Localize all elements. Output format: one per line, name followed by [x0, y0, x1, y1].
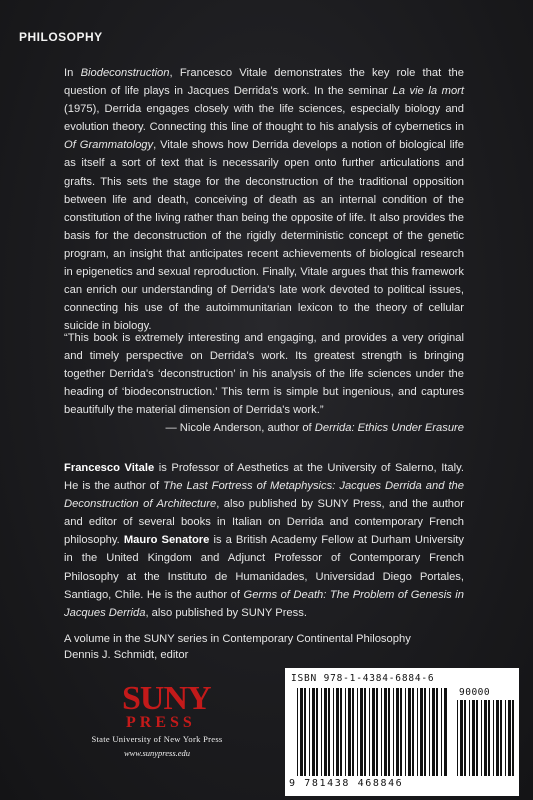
barcode-bar: [369, 688, 370, 776]
desc-part-d: , Vitale shows how Derrida develops a notion of biological life as itself a sort of text that is necessarily open onto further articulations and grafts. This sets the stage for the deconstruction of the traditional opposition between life and death, conceiving of death as an internal condition of the constitution of the living rather than being the opposite of life. It also provides the basis for the deconstruction of the rigidly deterministic concept of the genetic program, an insight that anticipates recent achievements of biological research in epigenetics and sexual reproduction. Finally, Vitale argues that this framework can enrich our understanding of Derrida's late work devoted to political issues, connecting his use of the autoimmunitarian lexicon to the theory of cellular suicide in biology.: [64, 139, 464, 333]
barcode-bar: [496, 700, 499, 776]
barcode-bar: [393, 688, 394, 776]
barcode-bar: [309, 688, 310, 776]
barcode-bar: [417, 688, 418, 776]
bio-text-1: is Professor of Aesthetics at the University of Salerno, Italy. He is the author of: [64, 462, 464, 493]
series-note: [64, 631, 464, 663]
barcode-bar: [505, 700, 506, 776]
barcode-bar: [493, 700, 494, 776]
barcode-bar: [333, 688, 334, 776]
author-name-senatore: Mauro Senatore: [123, 534, 210, 547]
suny-logo-text: SUNY: [122, 680, 211, 717]
desc-part-a: In: [64, 67, 81, 79]
barcode-bar: [340, 688, 342, 776]
publisher-name: State University of New York Press: [91, 734, 223, 744]
barcode-bar: [321, 688, 322, 776]
barcode-bar: [464, 700, 466, 776]
barcode-bar: [336, 688, 339, 776]
bio-text-4: , also published by SUNY Press.: [145, 606, 307, 619]
barcode-bar: [429, 688, 430, 776]
barcode-bar: [348, 688, 351, 776]
barcode-graphic: [285, 668, 519, 796]
barcode-bar: [345, 688, 346, 776]
barcode-bar: [376, 688, 378, 776]
barcode-bar: [460, 700, 463, 776]
book-title: Biodeconstruction: [80, 67, 170, 79]
attribution-prefix: — Nicole Anderson, author of: [165, 422, 315, 435]
barcode-bar: [312, 688, 315, 776]
barcode-bar: [508, 700, 511, 776]
vitale-book-title: The Last Fortress of Metaphysics: Jacques Derrida and the Deconstruction of Architecture: [64, 480, 465, 511]
bio-text-2: , also published by SUNY Press, and the author and editor of several books in Italian on Derrida and contemporary French philosophy.: [64, 498, 464, 547]
barcode-bar: [297, 688, 298, 776]
price-code-text: 90000: [459, 687, 491, 698]
barcode-bar: [432, 688, 435, 776]
barcode-bar: [400, 688, 402, 776]
barcode-bar: [441, 688, 442, 776]
barcode-bar: [328, 688, 330, 776]
barcode-bar: [381, 688, 382, 776]
barcode-bar: [396, 688, 399, 776]
review-attribution: [64, 419, 464, 437]
barcode-bar: [324, 688, 327, 776]
review-blurb: [64, 329, 464, 438]
barcode-bar: [352, 688, 354, 776]
barcode-bar: [372, 688, 375, 776]
category-label: PHILOSOPHY: [19, 30, 103, 44]
barcode-panel: [285, 668, 519, 796]
ean-digits: 9 781438 468846: [289, 778, 404, 789]
barcode-bar: [469, 700, 470, 776]
barcode-bar: [388, 688, 390, 776]
barcode-bar: [405, 688, 406, 776]
barcode-bar: [304, 688, 306, 776]
senatore-book-title: Germs of Death: The Problem of Genesis in Jacques Derrida: [64, 588, 464, 619]
barcode-bar: [484, 700, 487, 776]
desc-part-b: , Francesco Vitale demonstrates the key role that the question of life plays in Jacques Derrida's work. In the seminar: [64, 67, 464, 98]
barcode-bar: [412, 688, 414, 776]
barcode-bar: [436, 688, 438, 776]
barcode-bar: [488, 700, 490, 776]
publisher-logo: [72, 682, 252, 782]
barcode-bar: [481, 700, 482, 776]
desc-part-c: (1975), Derrida engages closely with the life sciences, especially biology and evolution theory. Connecting this line of thought to his analysis of cybernetics in: [64, 103, 464, 134]
author-name-vitale: Francesco Vitale: [64, 462, 155, 474]
barcode-bar: [408, 688, 411, 776]
barcode-bar: [364, 688, 366, 776]
barcode-bar: [360, 688, 363, 776]
barcode-bar: [316, 688, 318, 776]
bio-text-3: is a British Academy Fellow at Durham University in the United Kingdom and Adjunct Professor of Contemporary French Philosophy at the Instituto de Humanidades, Universidad Diego Portales, Santiago, Chile. He is the author of: [64, 534, 465, 601]
press-logo-text: PRESS: [126, 714, 196, 731]
grammatology-title: Of Grammatology: [64, 139, 154, 152]
barcode-bar: [357, 688, 358, 776]
barcode-bar: [457, 700, 458, 776]
series-line: A volume in the SUNY series in Contemporary Continental Philosophy: [64, 633, 411, 645]
seminar-title: La vie la mort: [392, 85, 464, 98]
barcode-bar: [444, 688, 447, 776]
book-description: [64, 64, 464, 335]
author-bios: [64, 459, 464, 622]
barcode-bar: [472, 700, 475, 776]
publisher-url: www.sunypress.edu: [123, 748, 191, 758]
barcode-bar: [424, 688, 426, 776]
barcode-bar: [384, 688, 387, 776]
attribution-title: Derrida: Ethics Under Erasure: [314, 422, 464, 435]
barcode-bar: [500, 700, 502, 776]
review-quote: “This book is extremely interesting and engaging, and provides a very original and timely perspective on Derrida's work. Its greatest strength is bringing together Derrida's ‘deconstruction’ in his analysis of the life sciences under the heading of ‘biodeconstruction.’ This term is simple but ingenious, and captures beautifully the material dimension of Derrida's work.”: [64, 332, 464, 417]
barcode-bar: [300, 688, 303, 776]
isbn-text: ISBN 978-1-4384-6884-6: [291, 673, 435, 684]
barcode-bar: [420, 688, 423, 776]
barcode-bar: [476, 700, 478, 776]
barcode-bar: [512, 700, 514, 776]
series-editor: Dennis J. Schmidt, editor: [64, 649, 189, 661]
